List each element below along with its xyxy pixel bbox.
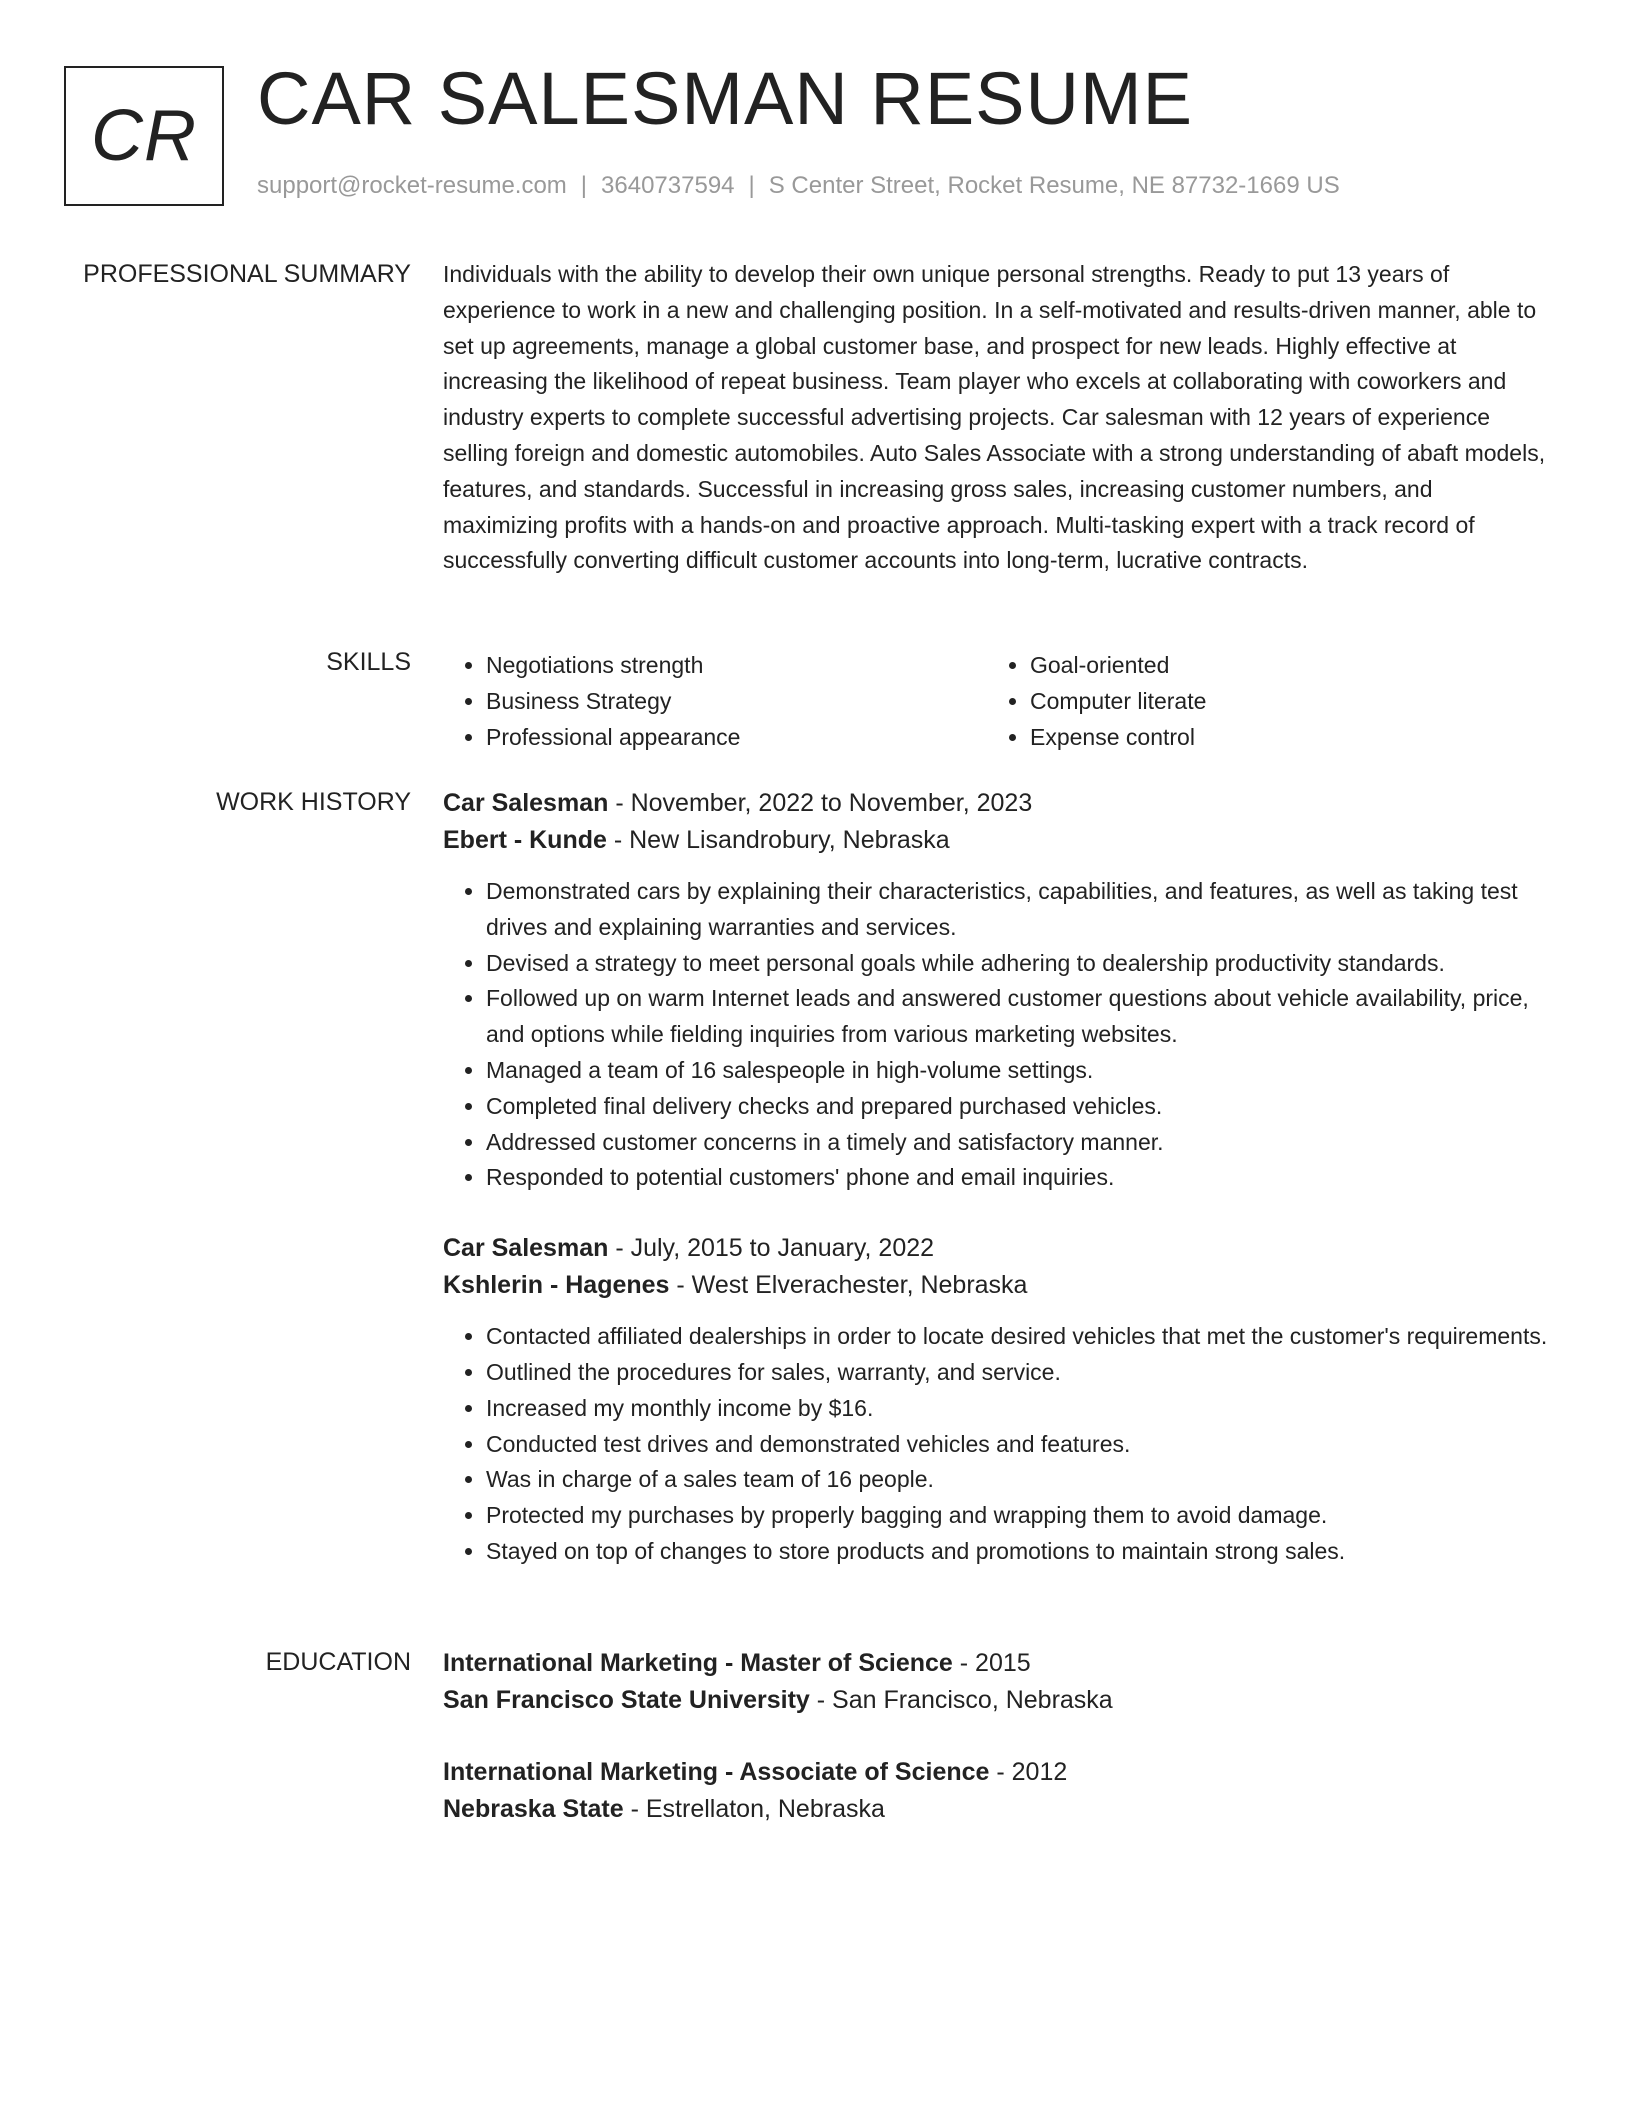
job-company-line <box>443 1267 1553 1304</box>
job-bullet: • Increased my monthly income by $16. <box>486 1391 1553 1427</box>
job-bullet: • Demonstrated cars by explaining their characteristics, capabilities, and features, as well as taking test drives and explaining warranties and services. <box>486 874 1553 946</box>
job-entry <box>443 1230 1553 1570</box>
summary-label: PROFESSIONAL SUMMARY <box>83 260 411 288</box>
summary-body <box>443 257 1553 579</box>
job-bullet: • Addressed customer concerns in a timely and satisfactory manner. <box>486 1125 1553 1161</box>
job-company: Ebert - Kunde <box>443 826 607 854</box>
skills-list-right <box>987 647 1531 755</box>
job-bullets <box>443 1319 1553 1570</box>
education-school-line <box>443 1682 1553 1719</box>
job-entry <box>443 785 1553 1196</box>
work-history-label: WORK HISTORY <box>216 788 411 816</box>
resume-title: CAR SALESMAN RESUME <box>257 57 1193 140</box>
contact-phone[interactable]: 3640737594 <box>601 172 735 199</box>
education-degree-line <box>443 1645 1553 1682</box>
job-bullet: • Contacted affiliated dealerships in order to locate desired vehicles that met the customer's requirements. <box>486 1319 1553 1355</box>
skill-item: • Business Strategy <box>486 683 987 719</box>
job-location: - New Lisandrobury, Nebraska <box>606 826 950 854</box>
education-entry <box>443 1645 1553 1719</box>
contact-separator: | <box>748 172 755 199</box>
skill-item: • Computer literate <box>1030 683 1531 719</box>
job-location: - West Elverachester, Nebraska <box>669 1271 1028 1300</box>
job-dates: - November, 2022 to November, 2023 <box>608 789 1033 817</box>
summary-text: Individuals with the ability to develop their own unique personal strengths. Ready to put 13 years of experience to work in a new and challenging position. In a self-motivated and results-driven manner, able to set up agreements, manage a global customer base, and prospect for new leads. Highly effective at increasing the likelihood of repeat business. Team player who excels at collaborating with coworkers and industry experts to complete successful advertising projects. Car salesman with 12 years of experience selling foreign and domestic automobiles. Auto Sales Associate with a strong understanding of abaft models, features, and standards. Successful in increasing gross sales, increasing customer numbers, and maximizing profits with a hands-on and proactive approach. Multi-tasking expert with a track record of successfully converting difficult customer accounts into long-term, lucrative contracts. <box>443 261 1546 574</box>
skills-body <box>443 647 1553 755</box>
education-location: - San Francisco, Nebraska <box>809 1686 1113 1714</box>
job-bullet: • Outlined the procedures for sales, warranty, and service. <box>486 1355 1553 1391</box>
education-school: Nebraska State <box>443 1795 624 1823</box>
skill-item: • Goal-oriented <box>1030 647 1531 683</box>
contact-email[interactable]: support@rocket-resume.com <box>257 172 567 199</box>
contact-line <box>257 172 1340 200</box>
job-bullet: • Managed a team of 16 salespeople in high-volume settings. <box>486 1053 1553 1089</box>
education-degree-line <box>443 1754 1553 1791</box>
job-company: Kshlerin - Hagenes <box>443 1271 670 1300</box>
education-year: - 2015 <box>952 1649 1031 1677</box>
job-bullet-list <box>443 1319 1553 1570</box>
job-bullet: • Conducted test drives and demonstrated vehicles and features. <box>486 1427 1553 1463</box>
work-history-body <box>443 785 1553 1570</box>
education-degree: International Marketing - Master of Science <box>443 1649 953 1677</box>
job-bullet-list <box>443 874 1553 1196</box>
contact-separator: | <box>580 172 588 199</box>
job-bullet: • Responded to potential customers' phone and email inquiries. <box>486 1160 1553 1196</box>
job-bullet: • Stayed on top of changes to store products and promotions to maintain strong sales. <box>486 1534 1553 1570</box>
education-school: San Francisco State University <box>443 1686 810 1714</box>
job-bullet: • Protected my purchases by properly bagging and wrapping them to avoid damage. <box>486 1498 1553 1534</box>
skills-grid <box>443 647 1553 755</box>
education-school-line <box>443 1791 1553 1828</box>
job-bullet: • Was in charge of a sales team of 16 people. <box>486 1462 1553 1498</box>
job-bullets <box>443 874 1553 1196</box>
skill-item: • Expense control <box>1030 719 1531 755</box>
monogram-logo <box>64 66 224 206</box>
education-entry <box>443 1754 1553 1828</box>
skills-list-left <box>443 647 987 755</box>
education-body <box>443 1645 1553 1828</box>
job-title: Car Salesman <box>443 789 609 817</box>
job-company-line <box>443 822 1553 859</box>
job-title-line <box>443 785 1553 822</box>
skill-item: • Negotiations strength <box>486 647 987 683</box>
skills-label: SKILLS <box>326 648 411 676</box>
education-label: EDUCATION <box>265 1648 411 1676</box>
job-bullet: • Completed final delivery checks and prepared purchased vehicles. <box>486 1089 1553 1125</box>
job-title-line <box>443 1230 1553 1267</box>
education-location: - Estrellaton, Nebraska <box>623 1795 885 1823</box>
education-year: - 2012 <box>989 1758 1068 1786</box>
job-title: Car Salesman <box>443 1234 609 1263</box>
job-bullet: • Devised a strategy to meet personal goals while adhering to dealership productivity standards. <box>486 946 1553 982</box>
education-degree: International Marketing - Associate of Science <box>443 1758 990 1786</box>
contact-address: S Center Street, Rocket Resume, NE 87732-1669 US <box>768 172 1340 199</box>
job-dates: - July, 2015 to January, 2022 <box>608 1234 935 1263</box>
skill-item: • Professional appearance <box>486 719 987 755</box>
monogram-initials: CR <box>91 96 197 176</box>
job-bullet: • Followed up on warm Internet leads and answered customer questions about vehicle availability, price, and options while fielding inquiries from various marketing websites. <box>486 981 1553 1053</box>
